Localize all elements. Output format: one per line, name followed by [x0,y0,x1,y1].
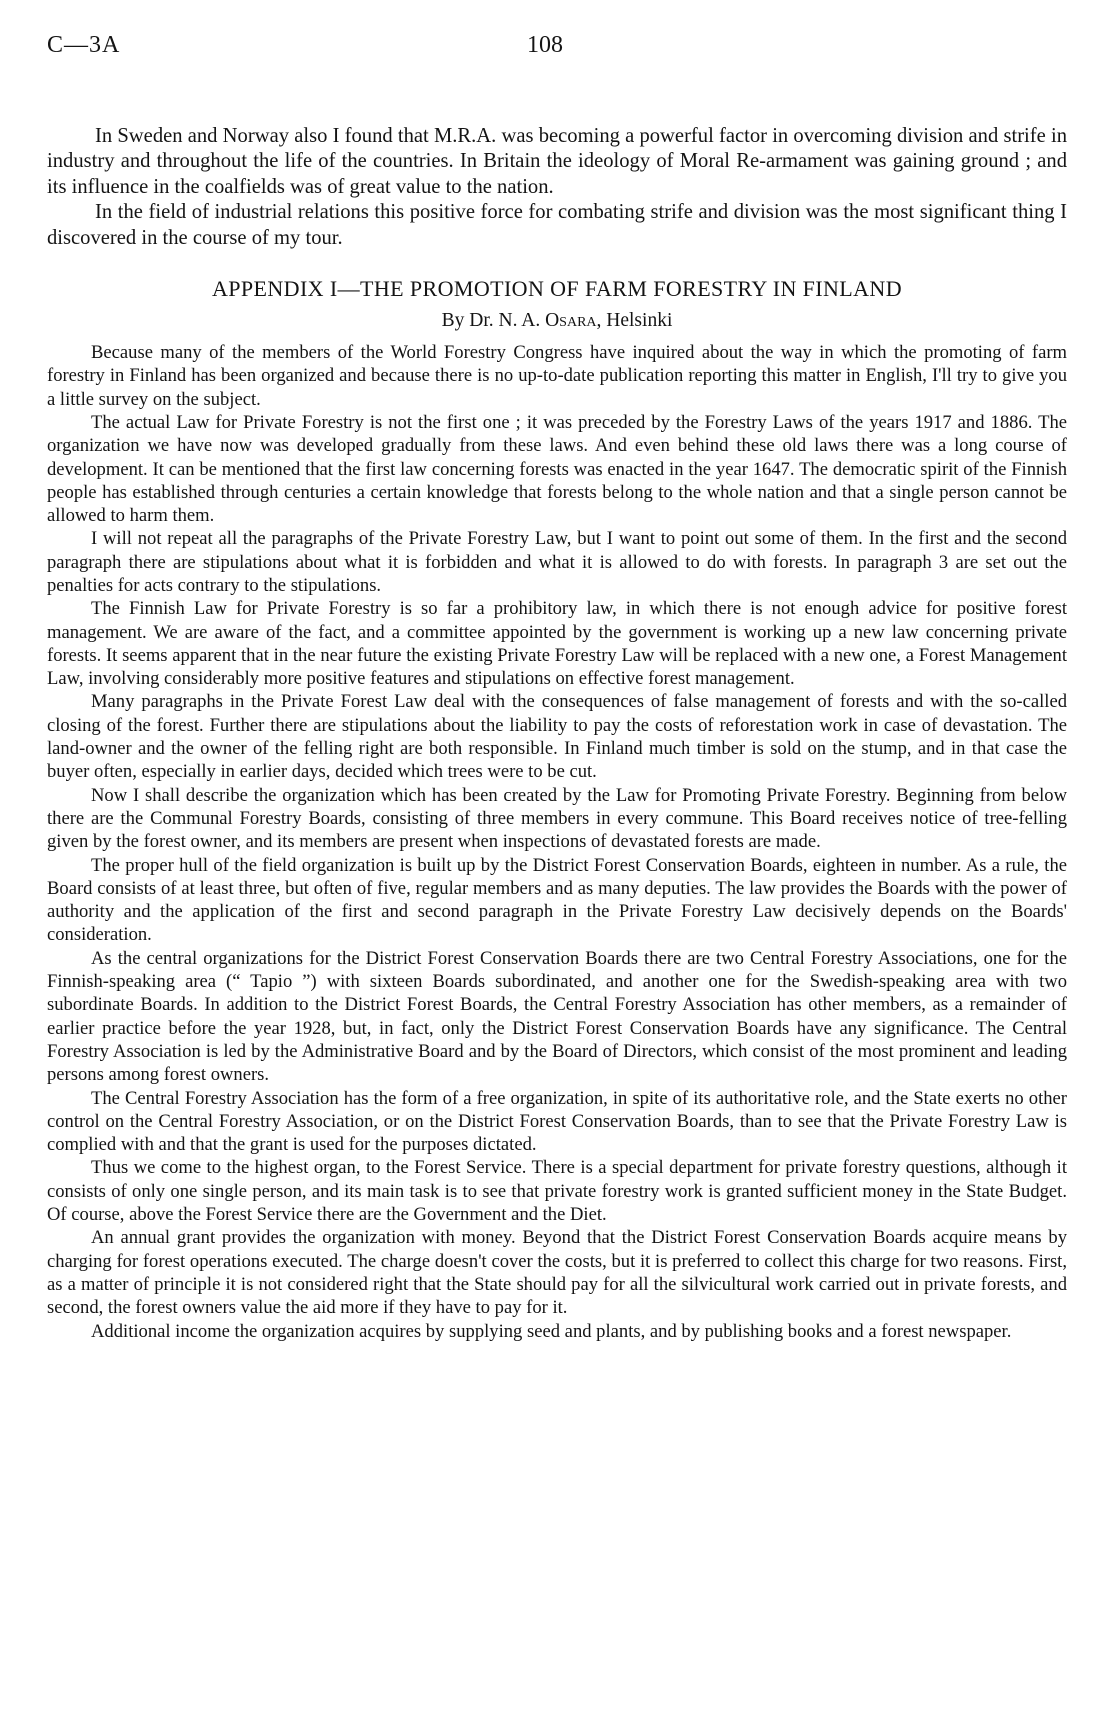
body-paragraph: An annual grant provides the organization with money. Beyond that the District Forest Conservation Boards acquire means by charging for forest operations executed. The charge doesn't cover the costs, but it is preferred to collect this charge for two reasons. First, as a matter of principle it is not considered right that the State should pay for all the silvicultural work carried out in private forests, and second, the forest owners value the aid more if they have to pay for it. [47,1227,1067,1319]
body-paragraph: The proper hull of the field organization is built up by the District Forest Conservation Boards, eighteen in number. As a rule, the Board consists of at least three, but often of five, regular members and as many deputies. The law provides the Boards with the power of authority and the application of the first and second paragraph in the Private Forestry Law decisively depends on the Boards' consideration. [47,854,1067,946]
body-paragraph: As the central organizations for the District Forest Conservation Boards there are two Central Forestry Associations, one for the Finnish-speaking area (“ Tapio ”) with sixteen Boards subordinated, and another one for the Swedish-speaking area with two subordinate Boards. In addition to the District Forest Boards, the Central Forestry Association has other members, as a remainder of earlier practice before the year 1928, but, in fact, only the District Forest Conservation Boards have any significance. The Central Forestry Association is led by the Administrative Board and by the Board of Directors, which consist of the most prominent and leading persons among forest owners. [47,947,1067,1086]
page-number: 108 [527,32,563,58]
body-paragraph: The Central Forestry Association has the form of a free organization, in spite of its authoritative role, and the State exerts no other control on the Central Forestry Association, or on the District Forest Conservation Boards, than to see that the Private Forestry Law is complied with and that the grant is used for the purposes dictated. [47,1087,1067,1156]
byline-suffix: , Helsinki [596,310,673,332]
document-page [47,28,1067,1343]
page-header [47,28,1067,68]
appendix-byline [47,309,1067,333]
intro-paragraph: In the field of industrial relations this positive force for combating strife and division was the most significant thing I discovered in the course of my tour. [47,201,1067,249]
body-paragraph: Thus we come to the highest organ, to the Forest Service. There is a special department for private forestry questions, although it consists of only one single person, and its main task is to see that private forestry work is granted sufficient money in the State Budget. Of course, above the Forest Service there are the Government and the Diet. [47,1157,1067,1226]
body-paragraph: Many paragraphs in the Private Forest Law deal with the consequences of false management of forests and with the so-called closing of the forest. Further there are stipulations about the liability to pay the costs of reforestation work in case of devastation. The land-owner and the owner of the felling right are both responsible. In Finland much timber is sold on the stump, and in that case the buyer often, especially in earlier days, decided which trees were to be cut. [47,691,1067,783]
body-paragraph: I will not repeat all the paragraphs of the Private Forestry Law, but I want to point out some of them. In the first and the second paragraph there are stipulations about what it is forbidden and what it is allowed to do with forests. In paragraph 3 are set out the penalties for acts contrary to the stipulations. [47,528,1067,596]
byline-prefix: By Dr. N. A. [441,310,546,332]
body-paragraph: Now I shall describe the organization which has been created by the Law for Promoting Private Forestry. Beginning from below there are the Communal Forestry Boards, consisting of three members in every commune. This Board receives notice of tree-felling given by the forest owner, and its members are present when inspections of devastated forests are made. [47,784,1067,853]
body-paragraph: The actual Law for Private Forestry is not the first one ; it was preceded by the Forestry Laws of the years 1917 and 1886. The organization we have now was developed gradually from these laws. And even behind these old laws there was a long course of development. It can be mentioned that the first law concerning forests was enacted in the year 1647. The democratic spirit of the Finnish people has established through centuries a certain knowledge that forests belong to the whole nation and that a single person cannot be allowed to harm them. [47,411,1067,527]
body-paragraph: Additional income the organization acquires by supplying seed and plants, and by publishing books and a forest newspaper. [91,1320,1012,1342]
body-paragraph: The Finnish Law for Private Forestry is so far a prohibitory law, in which there is not enough advice for positive forest management. We are aware of the fact, and a committee appointed by the government is working up a new law concerning private forests. It seems apparent that in the near future the existing Private Forestry Law will be replaced with a new one, a Forest Management Law, involving considerably more positive features and stipulations on effective forest management. [47,598,1067,690]
intro-paragraph: In Sweden and Norway also I found that M.R.A. was becoming a powerful factor in overcoming division and strife in industry and throughout the life of the countries. In Britain the ideology of Moral Re-armament was gaining ground ; and its influence in the coalfields was of great value to the nation. [47,125,1067,198]
intro-section [47,124,1067,251]
appendix-body [47,341,1067,1343]
document-reference: C—3A [47,32,121,58]
body-paragraph: Because many of the members of the World Forestry Congress have inquired about the way in which the promoting of farm forestry in Finland has been organized and because there is no up-to-date publication reporting this matter in English, I'll try to give you a little survey on the subject. [47,342,1067,410]
byline-author: Osara [545,310,597,332]
appendix-title: APPENDIX I—THE PROMOTION OF FARM FORESTRY IN FINLAND [211,276,903,302]
